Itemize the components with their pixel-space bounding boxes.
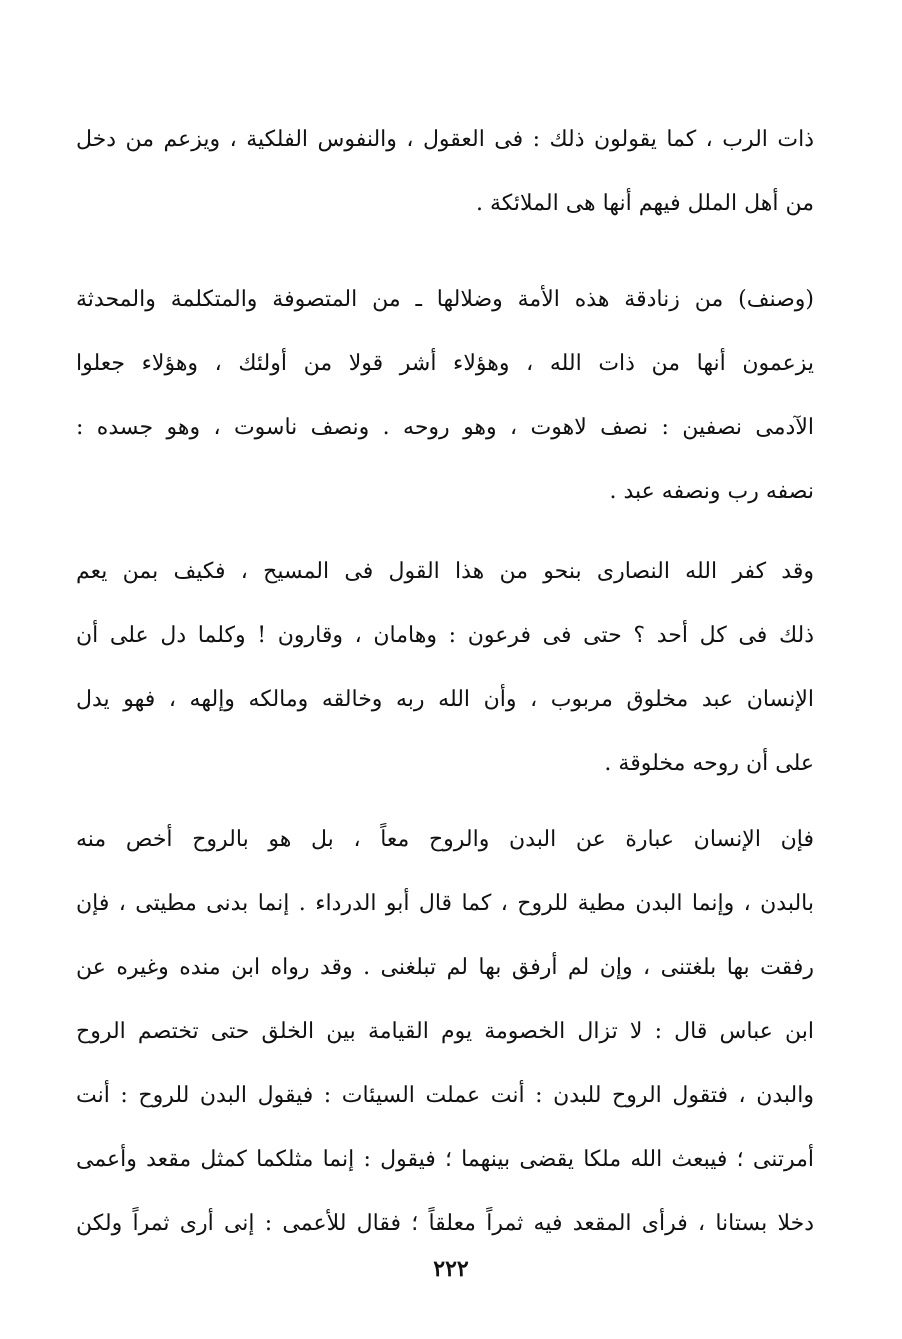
paragraph-1: [76, 108, 814, 236]
paragraph-line: بالبدن ، وإنما البدن مطية للروح ، كما قال أبو الدرداء . إنما بدنى مطيتى ، فإن: [76, 891, 814, 916]
paragraph-line: يزعمون أنها من ذات الله ، وهؤلاء أشر قولا من أولئك ، وهؤلاء جعلوا: [76, 351, 814, 376]
paragraph-line: ابن عباس قال : لا تزال الخصومة يوم القيامة بين الخلق حتى تختصم الروح: [76, 1019, 814, 1044]
paragraph-line: فإن الإنسان عبارة عن البدن والروح معاً ، بل هو بالروح أخص منه: [76, 827, 814, 852]
paragraph-line: ذات الرب ، كما يقولون ذلك : فى العقول ، والنفوس الفلكية ، ويزعم من دخل: [76, 127, 814, 152]
paragraph-3: [76, 540, 814, 796]
paragraph-line: على أن روحه مخلوقة .: [604, 751, 814, 776]
paragraph-line: وقد كفر الله النصارى بنحو من هذا القول فى المسيح ، فكيف بمن يعم: [76, 559, 814, 584]
paragraph-line: ذلك فى كل أحد ؟ حتى فى فرعون : وهامان ، وقارون ! وكلما دل على أن: [76, 623, 814, 648]
paragraph-2: [76, 268, 814, 524]
paragraph-line: نصفه رب ونصفه عبد .: [609, 479, 814, 504]
paragraph-line: الآدمى نصفين : نصف لاهوت ، وهو روحه . ونصف ناسوت ، وهو جسده :: [76, 415, 814, 440]
paragraph-4: [76, 808, 814, 1256]
page-number: ٢٢٢: [433, 1256, 469, 1282]
paragraph-line: رفقت بها بلغتنى ، وإن لم أرفق بها لم تبلغنى . وقد رواه ابن منده وغيره عن: [76, 955, 814, 980]
paragraph-line: دخلا بستانا ، فرأى المقعد فيه ثمراً معلقاً ؛ فقال للأعمى : إنى أرى ثمراً ولكن: [76, 1211, 814, 1236]
paragraph-line: (وصنف) من زنادقة هذه الأمة وضلالها ـ من المتصوفة والمتكلمة والمحدثة: [76, 287, 814, 312]
paragraph-line: من أهل الملل فيهم أنها هى الملائكة .: [475, 191, 814, 216]
paragraph-line: الإنسان عبد مخلوق مربوب ، وأن الله ربه وخالقه ومالكه وإلهه ، فهو يدل: [76, 687, 814, 712]
paragraph-line: أمرتنى ؛ فيبعث الله ملكا يقضى بينهما ؛ فيقول : إنما مثلكما كمثل مقعد وأعمى: [76, 1147, 814, 1172]
paragraph-line: والبدن ، فتقول الروح للبدن : أنت عملت السيئات : فيقول البدن للروح : أنت: [76, 1083, 814, 1108]
